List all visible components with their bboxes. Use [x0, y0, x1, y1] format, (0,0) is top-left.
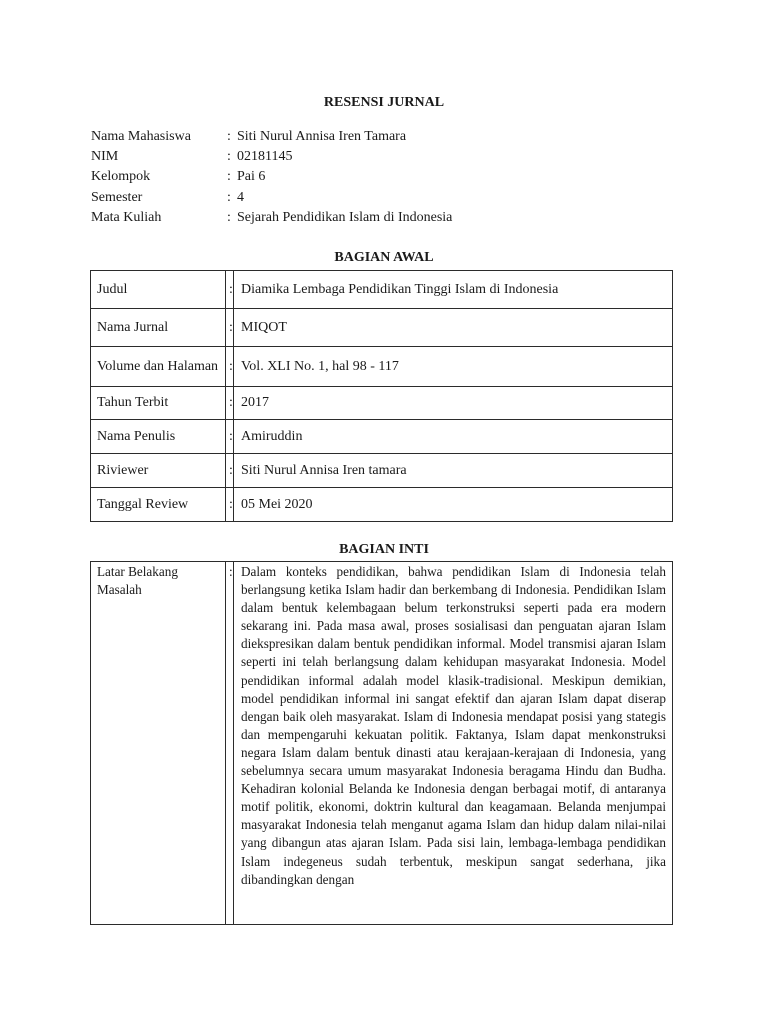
- row-label: Nama Penulis: [91, 420, 226, 454]
- row-value: Diamika Lembaga Pendidikan Tinggi Islam di Indonesia: [234, 271, 673, 309]
- info-row-kelompok: [91, 167, 691, 187]
- info-value: Siti Nurul Annisa Iren Tamara: [237, 129, 407, 144]
- table-row: [91, 271, 673, 309]
- info-label: Nama Mahasiswa: [91, 129, 191, 144]
- row-label: Tanggal Review: [91, 488, 226, 522]
- info-colon: :: [227, 169, 231, 185]
- info-colon: :: [227, 149, 231, 165]
- row-label: Volume dan Halaman: [91, 347, 226, 387]
- row-colon: :: [226, 271, 234, 309]
- table-row: [91, 562, 673, 925]
- info-colon: :: [227, 209, 231, 225]
- row-value: MIQOT: [234, 309, 673, 347]
- row-colon: :: [226, 454, 234, 488]
- table-row: [91, 309, 673, 347]
- row-value: Amiruddin: [234, 420, 673, 454]
- row-label: Riviewer: [91, 454, 226, 488]
- row-label: Nama Jurnal: [91, 309, 226, 347]
- info-value: Pai 6: [237, 169, 266, 185]
- info-row-semester: [91, 188, 691, 208]
- info-value: 02181145: [237, 149, 293, 165]
- row-colon: :: [226, 347, 234, 387]
- row-colon: :: [226, 420, 234, 454]
- document-title: RESENSI JURNAL: [323, 95, 445, 110]
- row-label: Judul: [91, 271, 226, 309]
- info-label: Mata Kuliah: [91, 209, 162, 225]
- student-info: [91, 127, 691, 228]
- latar-belakang-cell: [234, 562, 673, 925]
- info-label: Kelompok: [91, 169, 151, 185]
- row-value: Siti Nurul Annisa Iren tamara: [234, 454, 673, 488]
- bagian-awal-table: [90, 270, 673, 522]
- row-colon: :: [226, 562, 234, 925]
- bagian-awal-heading: BAGIAN AWAL: [334, 250, 434, 265]
- row-colon: :: [226, 309, 234, 347]
- row-colon: :: [226, 488, 234, 522]
- row-value: 2017: [234, 387, 673, 420]
- latar-belakang-text: Dalam konteks pendidikan, bahwa pendidikan Islam di Indonesia telah berlangsung ketika Islam hadir dan berkembang di Indonesia. Pendidikan Islam dalam bentuk kelembagaan belum terkonstruksi seperti pada era modern sekarang ini. Pada masa awal, proses sosialisasi dan penguatan ajaran Islam diekspresikan dalam bentuk pendidikan informal. Model transmisi ajaran Islam seperti ini telah berlangsung dalam kehidupan masyarakat Indonesia. Model pendidikan informal adalah model klasik-tradisional. Meskipun demikian, model pendidikan informal ini sangat efektif dan ajaran Islam dapat diserap dengan baik oleh masyarakat. Islam di Indonesia mendapat posisi yang stategis dan mempengaruhi kekuatan politik. Faktanya, Islam dapat menkonstruksi negara Islam dalam bentuk dinasti atau kerajaan-kerajaan di Indonesia, yang sebelumnya secara umum masyarakat Indonesia beragama Hindu dan Budha. Kehadiran kolonial Belanda ke Indonesia dengan berbagai motif, di antaranya motif politik, ekonomi, doktrin kultural dan keagamaan. Belanda menjumpai masyarakat Indonesia telah menganut agama Islam dan hidup dalam nilai-nilai yang dibangun atas ajaran Islam. Pada sisi lain, lembaga-lembaga pendidikan Islam indegeneus sudah terbentuk, meskipun sangat sederhana, jika dibandingkan dengan: [241, 564, 666, 887]
- table-row: [91, 347, 673, 387]
- table-row: [91, 488, 673, 522]
- info-row-nim: [91, 147, 691, 167]
- info-row-nama: [91, 127, 691, 147]
- row-value: Vol. XLI No. 1, hal 98 - 117: [234, 347, 673, 387]
- info-colon: :: [227, 189, 231, 205]
- table-row: [91, 387, 673, 420]
- info-row-mata-kuliah: [91, 208, 691, 228]
- bagian-inti-heading: BAGIAN INTI: [339, 542, 429, 557]
- row-value: 05 Mei 2020: [234, 488, 673, 522]
- info-colon: :: [227, 129, 231, 144]
- row-label: Tahun Terbit: [91, 387, 226, 420]
- info-label: NIM: [91, 149, 119, 165]
- table-row: [91, 454, 673, 488]
- latar-belakang-label: Latar Belakang Masalah: [91, 562, 226, 925]
- table-row: [91, 420, 673, 454]
- info-value: 4: [237, 189, 244, 205]
- info-label: Semester: [91, 189, 143, 205]
- info-value: Sejarah Pendidikan Islam di Indonesia: [237, 209, 453, 225]
- bagian-inti-table: [90, 561, 673, 925]
- row-colon: :: [226, 387, 234, 420]
